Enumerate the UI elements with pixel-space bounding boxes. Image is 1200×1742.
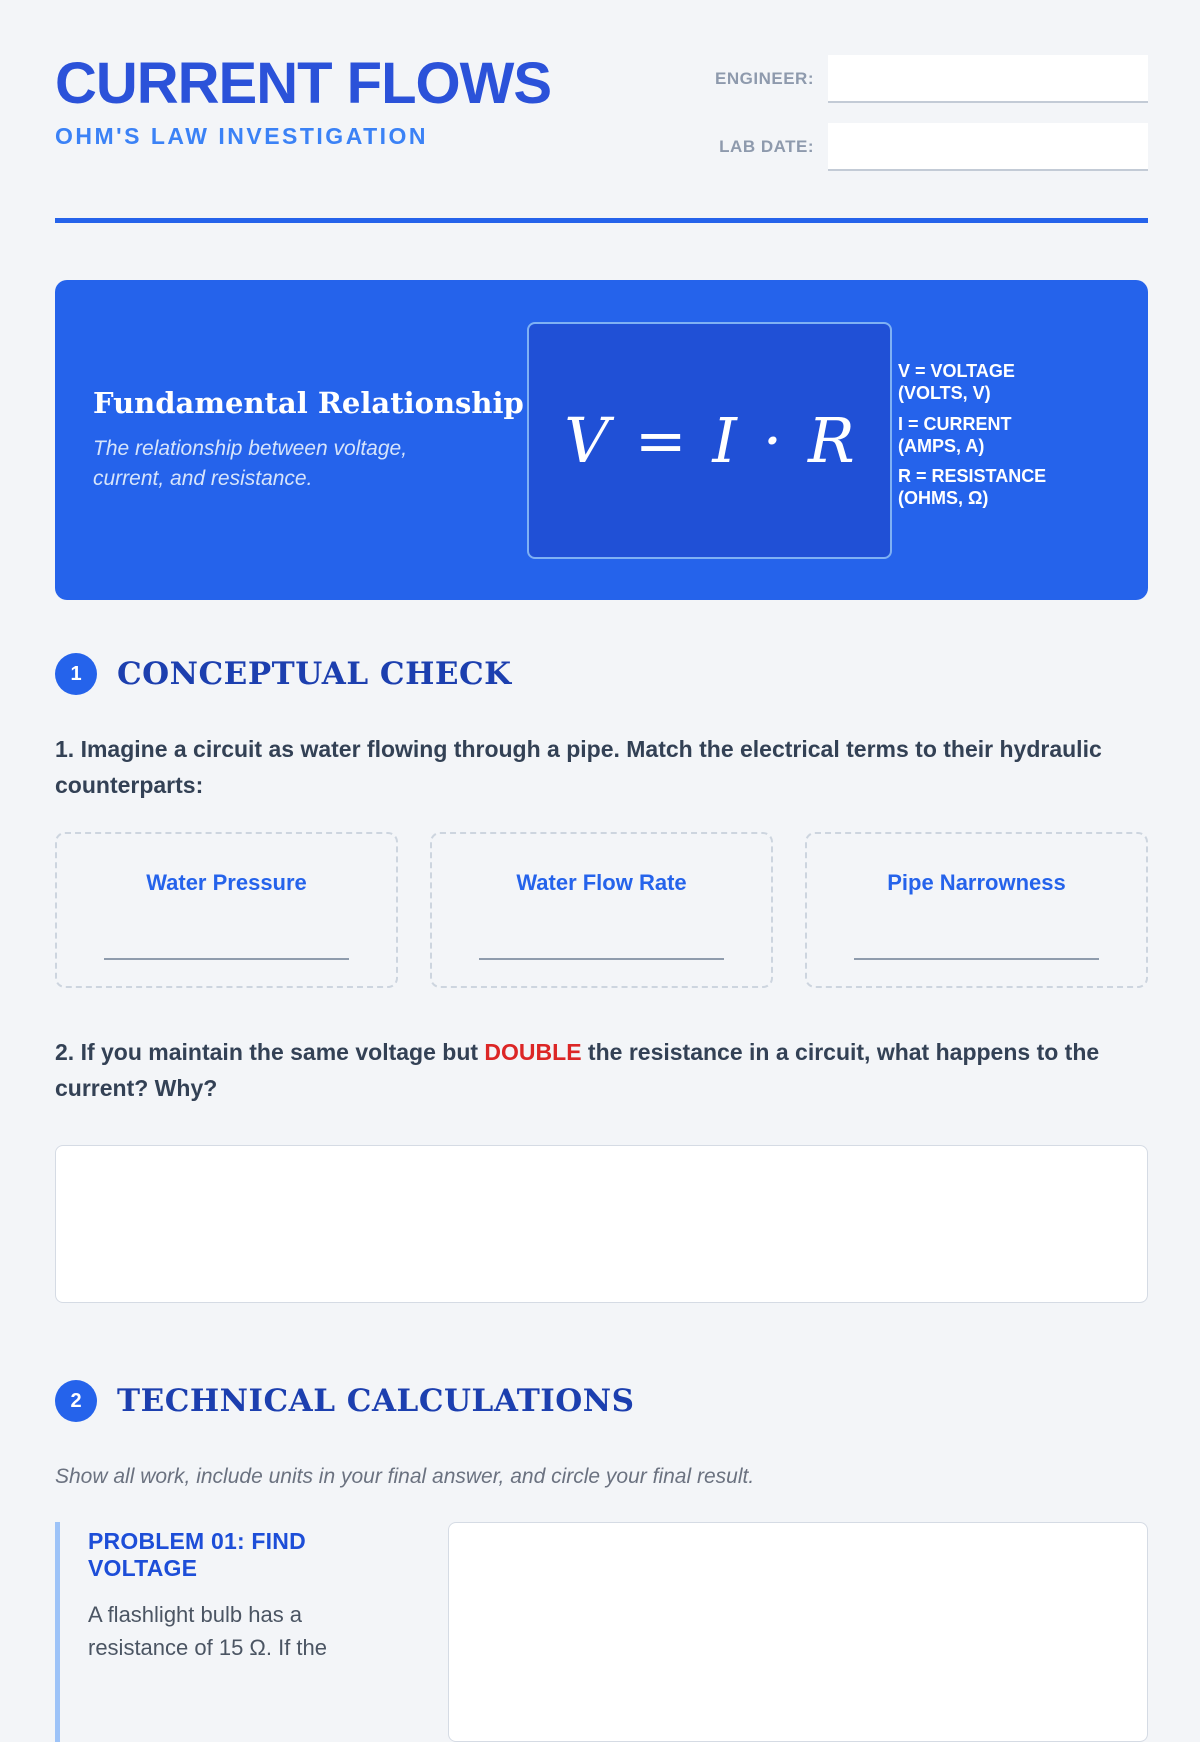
legend-current-unit: (AMPS, A) — [898, 435, 985, 456]
legend-resistance — [898, 466, 1148, 510]
engineer-label: ENGINEER: — [715, 69, 814, 88]
engineer-field-row — [664, 55, 1148, 103]
page-subtitle: OHM'S LAW INVESTIGATION — [55, 123, 429, 149]
legend-resistance-unit: (OHMS, Ω) — [898, 488, 989, 509]
match-label: Water Flow Rate — [516, 870, 687, 896]
match-box-water-flow-rate[interactable] — [430, 832, 773, 988]
lab-date-field-row — [664, 123, 1148, 171]
header-fields — [664, 55, 1148, 191]
page-title: CURRENT FLOWS — [55, 51, 552, 116]
match-label: Pipe Narrowness — [887, 870, 1066, 896]
header-titles — [55, 51, 552, 150]
match-label: Water Pressure — [146, 870, 307, 896]
banner-description: The relationship between voltage, current, and resistance. — [93, 436, 408, 490]
engineer-input[interactable] — [828, 55, 1148, 103]
formula-box — [527, 322, 892, 559]
legend-resistance-term: R = RESISTANCE — [898, 466, 1047, 487]
match-box-pipe-narrowness[interactable] — [805, 832, 1148, 988]
legend-current-term: I = CURRENT — [898, 413, 1012, 434]
banner-title: Fundamental Relationship — [93, 385, 524, 420]
section-1-title: CONCEPTUAL CHECK — [117, 656, 512, 692]
answer-blank-line — [479, 958, 723, 960]
section-2-title: TECHNICAL CALCULATIONS — [117, 1383, 635, 1420]
formula-legend — [898, 361, 1148, 520]
question-2-answer-input[interactable] — [55, 1145, 1148, 1303]
header — [55, 51, 1148, 191]
problem-01-label: PROBLEM 01: FIND VOLTAGE — [88, 1528, 306, 1582]
section-1-header — [55, 653, 1148, 695]
match-row — [55, 832, 1148, 988]
question-1: 1. Imagine a circuit as water flowing through a pipe. Match the electrical terms to their hydraulic counterparts: — [55, 736, 1102, 799]
legend-voltage-unit: (VOLTS, V) — [898, 382, 991, 403]
section-2-header — [55, 1380, 1148, 1422]
problem-01-row — [55, 1522, 1148, 1742]
answer-blank-line — [104, 958, 348, 960]
question-2-highlight: DOUBLE — [484, 1039, 582, 1066]
legend-current — [898, 414, 1148, 458]
question-2-text-before: 2. If you maintain the same voltage but — [55, 1039, 485, 1066]
ohms-law-formula: V = I · R — [564, 403, 855, 477]
question-2 — [55, 1034, 1148, 1106]
problem-01-card — [55, 1522, 430, 1742]
banner-text — [93, 386, 527, 495]
question-2-text-after: the resistance in a circuit, what happens to the current? Why? — [55, 1039, 1100, 1102]
section-2-number-badge: 2 — [55, 1380, 97, 1422]
problem-01-work-area[interactable] — [448, 1522, 1148, 1742]
header-divider — [55, 218, 1148, 223]
lab-date-input[interactable] — [828, 123, 1148, 171]
answer-blank-line — [854, 958, 1098, 960]
legend-voltage — [898, 361, 1148, 405]
problem-01-text: A flashlight bulb has a resistance of 15 Ω. If the — [88, 1602, 328, 1661]
formula-banner — [55, 280, 1148, 600]
work-instructions-note: Show all work, include units in your final answer, and circle your final result. — [55, 1465, 755, 1489]
match-box-water-pressure[interactable] — [55, 832, 398, 988]
legend-voltage-term: V = VOLTAGE — [898, 360, 1015, 381]
lab-date-label: LAB DATE: — [719, 137, 814, 156]
section-1-number-badge: 1 — [55, 653, 97, 695]
